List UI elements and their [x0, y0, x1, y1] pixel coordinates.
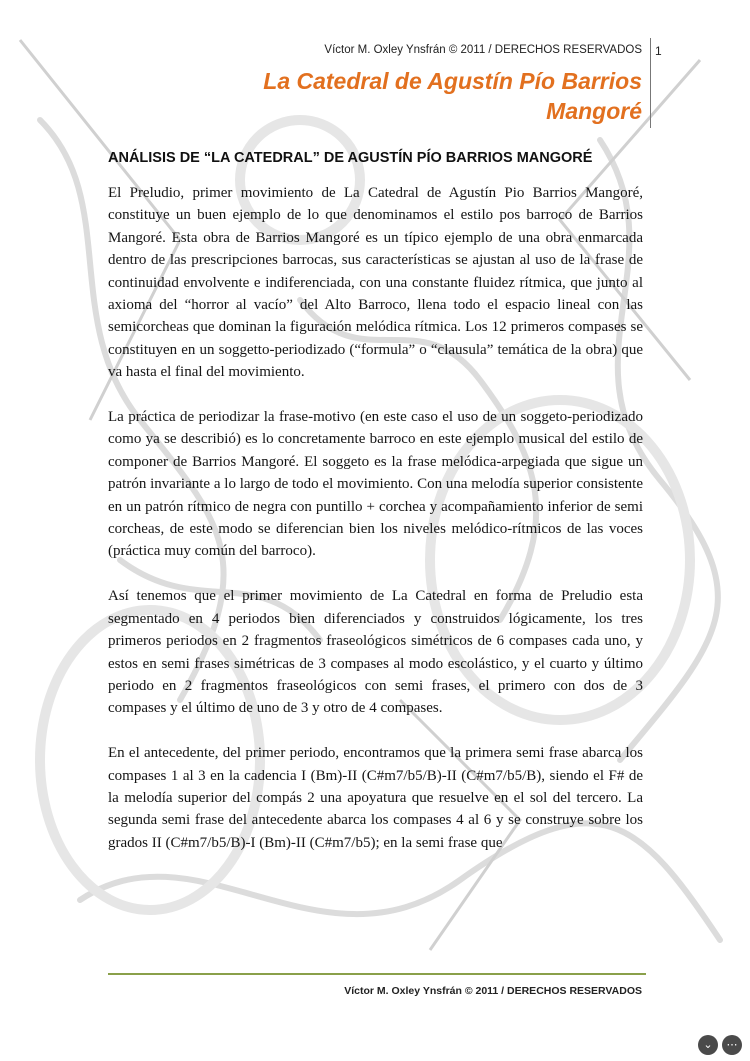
paragraph-3: Así tenemos que el primer movimiento de La Catedral en forma de Preludio esta segmentado en 4 periodos bien diferenciados y construidos lógicamente, los tres primeros periodos en 2 fragmentos fraseológicos simétricos de 6 compases cada uno, y estos en semi frases simétricas de 3 compases al modo escolástico, y el cuarto y último periodo en 2 fragmentos fraseológicos con semi frases, el primero con dos de 3 compases y el último de uno de 3 y otro de 4 compases.: [108, 588, 643, 717]
footer-divider: [108, 973, 646, 975]
viewer-controls: [698, 1035, 742, 1055]
document-title-line-1: La Catedral de Agustín Pío Barrios: [263, 68, 642, 94]
paragraph-1: El Preludio, primer movimiento de La Catedral de Agustín Pio Barrios Mangoré, constituye un buen ejemplo de lo que denominamos el estilo pos barroco de Barrios Mangoré. Esta obra de Barrios Mangoré es un típico ejemplo de una obra enmarcada dentro de las prescripciones barrocas, sus características se ajustan al uso de la frase de continuidad envolvente e indiferenciada, con una constante fluidez rítmica, que junto al axioma del “horror al vacío” del Alto Barroco, llena todo el espacio lineal con las semicorcheas que dominan la figuración melódica rítmica. Los 12 primeros compases se constituyen en un soggetto-periodizado (“formula” o “clausula” temática de la obra) que va hasta el final del movimiento.: [108, 185, 643, 381]
chevron-down-icon[interactable]: ⌄: [698, 1035, 718, 1055]
body-text: [108, 182, 643, 877]
document-title-line-2: Mangoré: [546, 98, 642, 124]
paragraph-4: En el antecedente, del primer periodo, encontramos que la primera semi frase abarca los compases 1 al 3 en la cadencia I (Bm)-II (C#m7/b5/B)-II (C#m7/b5/B), siendo el F# de la melodía superior del compás 2 una apoyatura que resuelve en el sol del tercero. La segunda semi frase del antecedente abarca los compases 4 al 6 y se construye sobre los grados II (C#m7/b5/B)-I (Bm)-II (C#m7/b5); en la semi frase que: [108, 745, 643, 851]
header-author-line: Víctor M. Oxley Ynsfrán © 2011 / DERECHOS RESERVADOS: [324, 44, 642, 56]
header-divider: [650, 38, 651, 128]
page-number: 1: [655, 44, 662, 58]
document-title: [182, 66, 642, 126]
section-heading: ANÁLISIS DE “LA CATEDRAL” DE AGUSTÍN PÍO BARRIOS MANGORÉ: [108, 150, 593, 166]
paragraph-2: La práctica de periodizar la frase-motivo (en este caso el uso de un soggeto-periodizado como ya se describió) es lo concretamente barroco en este ejemplo musical del estilo de componer de Barrios Mangoré. El soggeto es la frase melódica-arpegiada que sigue un patrón invariante a lo largo de todo el movimiento. Con una melodía superior consistente en un patrón rítmico de negra con puntillo + corchea y acompañamiento inferior de semi corcheas, de este modo se diferencian bien los niveles melódico-rítmicos de las voces (práctica muy común del barroco).: [108, 409, 643, 560]
footer-text: Víctor M. Oxley Ynsfrán © 2011 / DERECHOS RESERVADOS: [344, 985, 642, 997]
dots-icon[interactable]: ⋯: [722, 1035, 742, 1055]
